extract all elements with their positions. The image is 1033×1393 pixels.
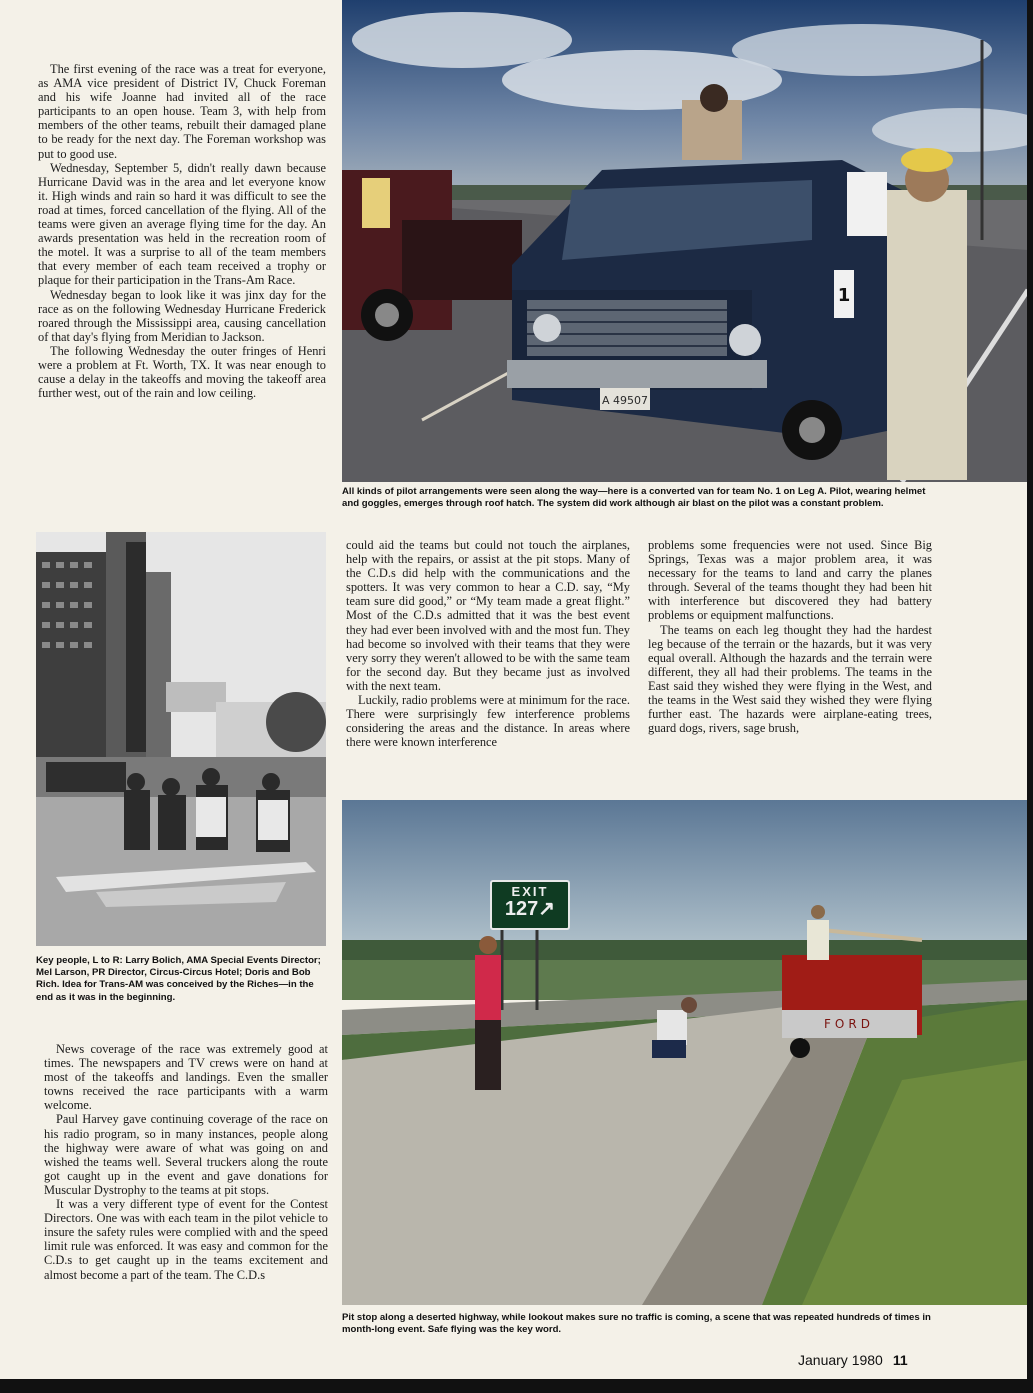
- photo-key-people: [36, 532, 326, 946]
- highway-photo-image: [342, 800, 1028, 1305]
- page-folio: [798, 1352, 908, 1368]
- paragraph: The teams on each leg thought they had the hardest leg because of the terrain or the hazards, but it was very equal overall. Although the hazards and the terrain were different, they all had their problems. The teams in the East said they wished they were flying in the West, and the teams in the West said they wished they were flying further east. The hazards were airplane-eating trees, guard dogs, rivers, sage brush,: [648, 622, 932, 736]
- people-photo-image: [36, 532, 326, 946]
- scan-edge-bottom: [0, 1379, 1033, 1393]
- paragraph: The first evening of the race was a treat for everyone, as AMA vice president of District IV, Chuck Foreman and his wife Joanne had invited all of the race participants to an open house. Team 3, with help from members of the other teams, rebuilt their damaged plane to be ready for the next day. The Foreman workshop was put to good use.: [38, 62, 326, 161]
- paragraph: It was a very different type of event for the Contest Directors. One was with each team in the pilot vehicle to insure the safety rules were complied with and the speed limit rule was enforced. It was easy and common for the C.D.s to get caught up in the teams excitement and almost become a part of the team. The C.D.s: [44, 1197, 328, 1282]
- paragraph: Luckily, radio problems were at minimum for the race. There were surprisingly few interference problems considering the areas and the distance. In areas where there were known interference: [346, 693, 630, 750]
- caption-van-photo: All kinds of pilot arrangements were seen along the way—here is a converted van for team No. 1 on Leg A. Pilot, wearing helmet and goggles, emerges through roof hatch. The system did work although air blast on the pilot was a constant problem.: [342, 486, 926, 510]
- page-number: 11: [892, 1352, 908, 1368]
- article-column-left-bottom: [44, 1042, 328, 1282]
- truck-tailgate-text: FORD: [824, 1017, 874, 1031]
- paragraph: Paul Harvey gave continuing coverage of the race on his radio program, so in many instances, people along the highway were aware of what was going on and wished the teams well. Several truckers along the route got caught up in the event and gave donations for Muscular Dystrophy to the teams at pit stops.: [44, 1112, 328, 1197]
- exit-sign-number: 127↗: [504, 898, 556, 920]
- scan-edge-right: [1027, 0, 1033, 1393]
- license-plate: A 49507: [601, 394, 649, 407]
- paragraph: Wednesday, September 5, didn't really dawn because Hurricane David was in the area and let everyone know it. High winds and rain so hard it was difficult to see the road at times, forced cancellation of the flying. All of the teams were given an average flying time for the day. An awards presentation was held in the recreation room of the motel. It was a surprise to all of the team members that every member of each team received a trophy or plaque for their participation in the Trans-Am Race.: [38, 160, 326, 288]
- paragraph: could aid the teams but could not touch the airplanes, help with the repairs, or assist at the pit stops. Many of the C.D.s did help with the communications and the spotters. It was very common to hear a C.D. say, “My team sure did good,” or “My team made a great flight.” Most of the C.D.s admitted that it was the best event they had ever been involved with and the most fun. They had become so involved with their teams that they were very sorry they weren't allowed to be with the same team for the second day. But they became just as involved with the next team.: [346, 538, 630, 693]
- van-photo-image: [342, 0, 1028, 482]
- photo-highway-pit-stop: [342, 800, 1028, 1305]
- article-column-left-top: [38, 62, 326, 400]
- caption-highway-photo: Pit stop along a deserted highway, while lookout makes sure no traffic is coming, a scene that was repeated hundreds of times in month-long event. Safe flying was the key word.: [342, 1312, 931, 1336]
- caption-key-people: Key people, L to R: Larry Bolich, AMA Special Events Director; Mel Larson, PR Director, Circus-Circus Hotel; Doris and Bob Rich. Idea for Trans-AM was conceived by the Riches—in the end as it was in the beginning.: [36, 955, 321, 1003]
- issue-date: January 1980: [798, 1352, 883, 1368]
- photo-converted-van: [342, 0, 1028, 482]
- article-column-right: [648, 538, 932, 735]
- team-number-decal: 1: [837, 285, 851, 306]
- paragraph: problems some frequencies were not used. Since Big Springs, Texas was a major problem area, it was necessary for the teams to land and carry the planes through. Several of the teams thought they had been hit with interference but discovered they had battery problems or equipment malfunctions.: [648, 538, 932, 623]
- exit-sign-label: EXIT: [511, 884, 549, 899]
- paragraph: Wednesday began to look like it was jinx day for the race as on the following Wednesday Hurricane Frederick roared through the Mississippi area, causing cancellation of that day's flying from Meridian to Jackson.: [38, 287, 326, 344]
- paragraph: News coverage of the race was extremely good at times. The newspapers and TV crews were on hand at most of the takeoffs and landings. Even the smaller towns received the race participants with a warm welcome.: [44, 1042, 328, 1113]
- exit-sign: [490, 880, 570, 930]
- article-column-middle: [346, 538, 630, 749]
- exit-number: 127: [504, 898, 539, 920]
- paragraph: The following Wednesday the outer fringes of Henri were a problem at Ft. Worth, TX. It was near enough to cause a delay in the takeoffs and moving the takeoff area further west, out of the rain and low ceiling.: [38, 343, 326, 401]
